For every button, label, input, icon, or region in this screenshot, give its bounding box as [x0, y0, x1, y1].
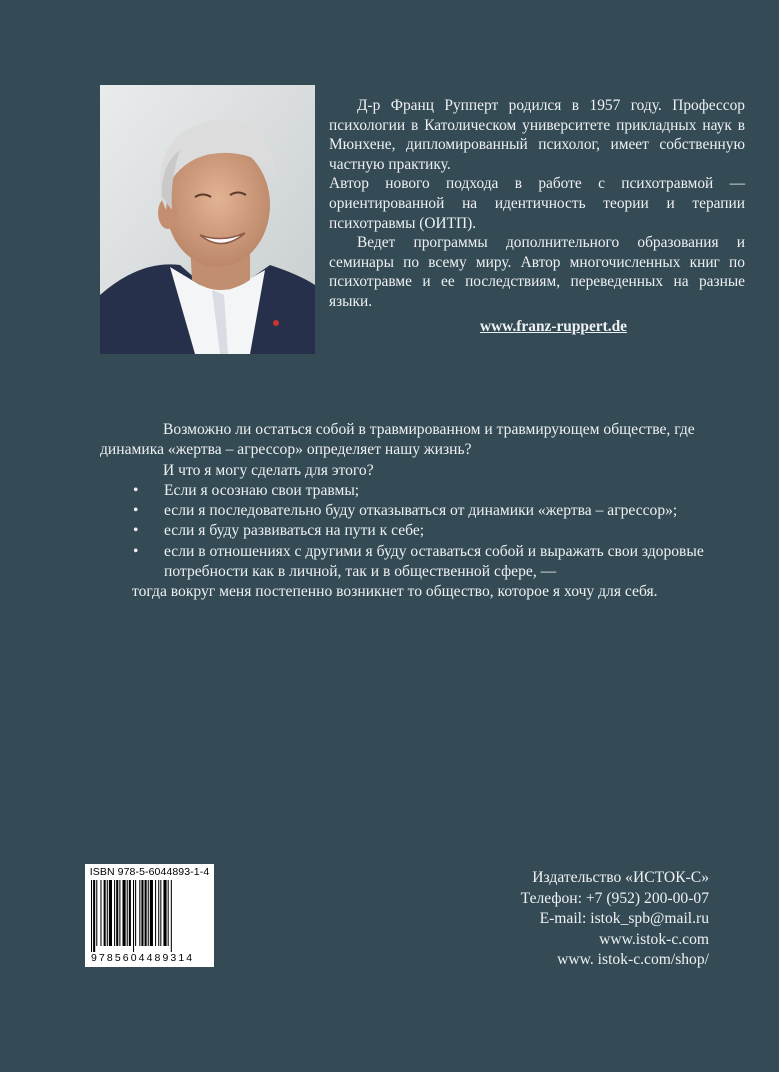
author-portrait-image	[100, 85, 315, 354]
publisher-email[interactable]: E-mail: istok_spb@mail.ru	[539, 910, 709, 928]
publisher-shop-link[interactable]: www. istok-c.com/shop/	[557, 951, 709, 969]
conditions-list	[100, 481, 750, 582]
list-item: • Если я осознаю свои травмы;	[100, 481, 750, 501]
bio-paragraph-2: Автор нового подхода в работе с психотравмой — ориентированной на идентичность теории и терапии психотравмы (ОИТП).	[329, 175, 745, 232]
list-item: • если я последовательно буду отказываться от динамики «жертва – агрессор»;	[100, 501, 750, 521]
isbn-barcode	[85, 864, 214, 967]
list-item: • если в отношениях с другими я буду оставаться собой и выражать свои здоровые потребности как в личной, так и в общественной сфере, —	[100, 542, 750, 583]
publisher-name: Издательство «ИСТОК-С»	[532, 869, 709, 886]
book-description	[100, 420, 750, 603]
publisher-website[interactable]: www.istok-c.com	[599, 930, 709, 948]
bio-paragraph-3: Ведет программы дополнительного образования и семинары по всему миру. Автор многочисленных книг по психотравме и ее последствиям, переведенных на разные языки.	[329, 234, 745, 310]
intro-paragraph: Возможно ли остаться собой в травмированном и травмирующем обществе, где динамика «жертва – агрессор» определяет нашу жизнь?	[100, 421, 695, 459]
barcode-bars	[90, 880, 209, 952]
author-photo	[100, 85, 315, 354]
isbn-label: ISBN 978-5-6044893-1-4	[89, 866, 210, 878]
conclusion-paragraph: тогда вокруг меня постепенно возникнет то общество, которое я хочу для себя.	[132, 583, 658, 601]
bio-paragraph-1: Д-р Франц Рупперт родился в 1957 году. Профессор психологии в Католическом университете прикладных наук в Мюнхене, дипломированный психолог, имеет собственную частную практику.	[329, 97, 745, 173]
author-website-link[interactable]: www.franz-ruppert.de	[479, 317, 627, 335]
barcode-digits: 9785604489314	[91, 952, 195, 964]
list-item: • если я буду развиваться на пути к себе;	[100, 521, 750, 541]
publisher-phone: Телефон: +7 (952) 200-00-07	[520, 889, 709, 907]
publisher-info	[521, 868, 709, 971]
author-bio	[329, 96, 745, 336]
question-paragraph: И что я могу сделать для этого?	[163, 461, 374, 479]
